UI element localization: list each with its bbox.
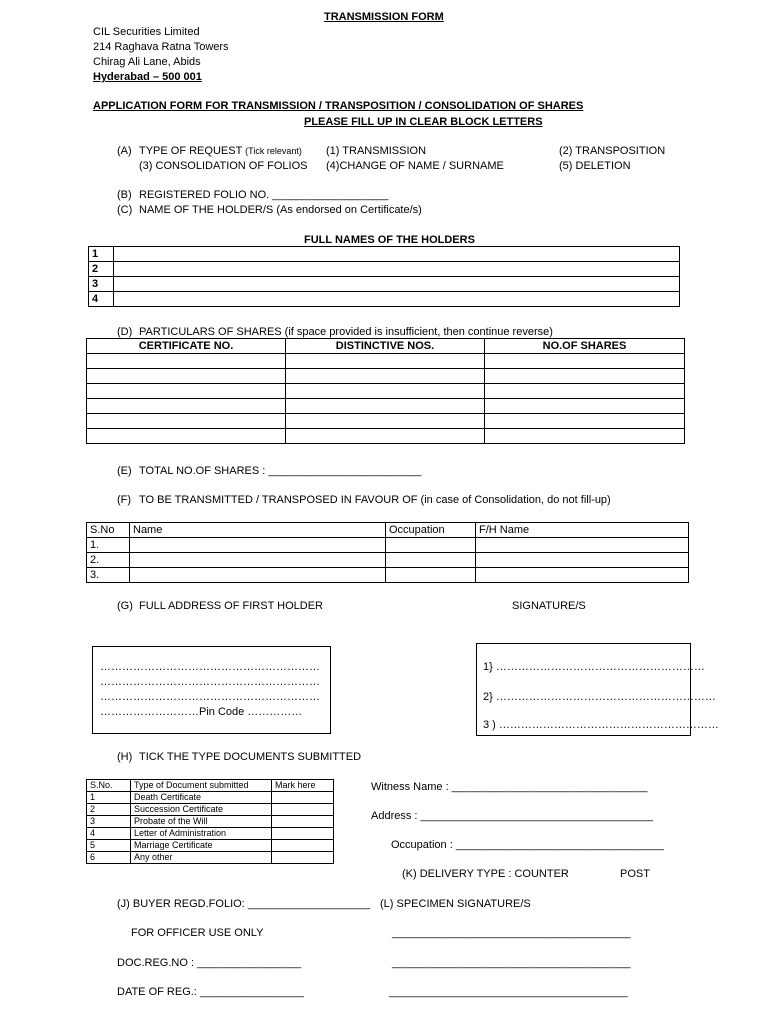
mark-cell[interactable] bbox=[272, 804, 334, 816]
option-consolidation[interactable]: (3) CONSOLIDATION OF FOLIOS bbox=[139, 160, 308, 172]
table-row bbox=[87, 538, 689, 553]
holder-row-number: 1 bbox=[89, 247, 114, 262]
signature-line[interactable]: 2} …………………………………………………… bbox=[483, 691, 716, 703]
specimen-signature-line[interactable]: _______________________________________ bbox=[389, 986, 628, 998]
cell[interactable] bbox=[476, 553, 689, 568]
table-row bbox=[87, 414, 685, 429]
request-type-text: TYPE OF REQUEST bbox=[139, 145, 243, 157]
col-certificate-no: CERTIFICATE NO. bbox=[87, 339, 286, 354]
cell[interactable] bbox=[485, 399, 685, 414]
specimen-signature-heading: (L) SPECIMEN SIGNATURE/S bbox=[380, 898, 531, 910]
cell[interactable] bbox=[286, 429, 485, 444]
section-h-label: (H) bbox=[117, 751, 133, 763]
doc-number: 6 bbox=[87, 852, 131, 864]
col-distinctive-nos: DISTINCTIVE NOS. bbox=[286, 339, 485, 354]
table-row bbox=[87, 804, 334, 816]
doc-number: 2 bbox=[87, 804, 131, 816]
table-row bbox=[89, 277, 680, 292]
row-number: 1. bbox=[87, 538, 130, 553]
total-shares-field[interactable]: TOTAL NO.OF SHARES : _________________________ bbox=[139, 465, 422, 477]
col-sno: S.No bbox=[87, 523, 130, 538]
table-row bbox=[89, 292, 680, 307]
table-row bbox=[87, 384, 685, 399]
table-row bbox=[87, 828, 334, 840]
cell[interactable] bbox=[386, 538, 476, 553]
table-row bbox=[87, 354, 685, 369]
cell[interactable] bbox=[130, 553, 386, 568]
cell[interactable] bbox=[286, 354, 485, 369]
doc-type: Succession Certificate bbox=[131, 804, 272, 816]
holder-name-cell[interactable] bbox=[114, 247, 680, 262]
company-city: Hyderabad – 500 001 bbox=[93, 71, 202, 83]
table-header-row bbox=[87, 780, 334, 792]
cell[interactable] bbox=[87, 414, 286, 429]
cell[interactable] bbox=[485, 369, 685, 384]
table-row bbox=[87, 429, 685, 444]
registered-folio-field[interactable]: REGISTERED FOLIO NO. ___________________ bbox=[139, 189, 389, 201]
cell[interactable] bbox=[87, 384, 286, 399]
address-heading: FULL ADDRESS OF FIRST HOLDER bbox=[139, 600, 323, 612]
specimen-signature-line[interactable]: _______________________________________ bbox=[392, 927, 631, 939]
table-row bbox=[87, 369, 685, 384]
option-change-of-name[interactable]: (4)CHANGE OF NAME / SURNAME bbox=[326, 160, 504, 172]
section-f-label: (F) bbox=[117, 494, 132, 506]
option-deletion[interactable]: (5) DELETION bbox=[559, 160, 631, 172]
buyer-folio-field[interactable]: (J) BUYER REGD.FOLIO: ____________________ bbox=[117, 898, 371, 910]
doc-type: Any other bbox=[131, 852, 272, 864]
table-row bbox=[89, 247, 680, 262]
section-g-label: (G) bbox=[117, 600, 133, 612]
transferee-table bbox=[86, 522, 689, 583]
holder-name-cell[interactable] bbox=[114, 292, 680, 307]
row-number: 3. bbox=[87, 568, 130, 583]
cell[interactable] bbox=[130, 568, 386, 583]
cell[interactable] bbox=[87, 429, 286, 444]
company-name: CIL Securities Limited bbox=[93, 26, 200, 38]
section-d-label: (D) bbox=[117, 326, 133, 338]
doc-number: 4 bbox=[87, 828, 131, 840]
pin-code-line[interactable]: ………………………Pin Code …………… bbox=[100, 706, 303, 718]
mark-cell[interactable] bbox=[272, 792, 334, 804]
cell[interactable] bbox=[386, 568, 476, 583]
signature-line[interactable]: 3 ) …………………………………………………… bbox=[483, 719, 719, 731]
doc-number: 5 bbox=[87, 840, 131, 852]
application-subtitle: PLEASE FILL UP IN CLEAR BLOCK LETTERS bbox=[304, 116, 543, 128]
cell[interactable] bbox=[87, 354, 286, 369]
cell[interactable] bbox=[286, 399, 485, 414]
cell[interactable] bbox=[476, 568, 689, 583]
col-document-type: Type of Document submitted bbox=[131, 780, 272, 792]
cell[interactable] bbox=[485, 384, 685, 399]
signature-heading: SIGNATURE/S bbox=[512, 600, 586, 612]
doc-type: Death Certificate bbox=[131, 792, 272, 804]
cell[interactable] bbox=[386, 553, 476, 568]
cell[interactable] bbox=[485, 354, 685, 369]
col-no-of-shares: NO.OF SHARES bbox=[485, 339, 685, 354]
holder-name-heading: NAME OF THE HOLDER/S (As endorsed on Certificate/s) bbox=[139, 204, 422, 216]
section-a-label: (A) bbox=[117, 145, 132, 157]
doc-type: Letter of Administration bbox=[131, 828, 272, 840]
table-row bbox=[87, 568, 689, 583]
section-b-label: (B) bbox=[117, 189, 132, 201]
witness-occupation-field[interactable]: Occupation : __________________________________ bbox=[391, 839, 664, 851]
address-line[interactable]: …………………………………………………… bbox=[100, 676, 320, 688]
application-title: APPLICATION FORM FOR TRANSMISSION / TRANSPOSITION / CONSOLIDATION OF SHARES bbox=[93, 100, 584, 112]
doc-number: 1 bbox=[87, 792, 131, 804]
transmit-heading: TO BE TRANSMITTED / TRANSPOSED IN FAVOUR OF (in case of Consolidation, do not fill-up) bbox=[139, 494, 611, 506]
mark-cell[interactable] bbox=[272, 840, 334, 852]
particulars-heading: PARTICULARS OF SHARES (if space provided is insufficient, then continue reverse) bbox=[139, 326, 553, 338]
company-address-line2: Chirag Ali Lane, Abids bbox=[93, 56, 201, 68]
doc-number: 3 bbox=[87, 816, 131, 828]
section-e-label: (E) bbox=[117, 465, 132, 477]
request-type-heading bbox=[139, 145, 302, 158]
cell[interactable] bbox=[286, 369, 485, 384]
address-line[interactable]: …………………………………………………… bbox=[100, 691, 320, 703]
holder-name-cell[interactable] bbox=[114, 277, 680, 292]
holder-row-number: 4 bbox=[89, 292, 114, 307]
cell[interactable] bbox=[476, 538, 689, 553]
col-mark-here: Mark here bbox=[272, 780, 334, 792]
documents-heading: TICK THE TYPE DOCUMENTS SUBMITTED bbox=[139, 751, 362, 763]
table-row bbox=[87, 852, 334, 864]
specimen-signature-line[interactable]: _______________________________________ bbox=[392, 957, 631, 969]
table-header-row bbox=[87, 523, 689, 538]
table-row bbox=[87, 816, 334, 828]
tick-note: (Tick relevant) bbox=[245, 146, 302, 156]
cell[interactable] bbox=[485, 414, 685, 429]
delivery-type-counter[interactable]: (K) DELIVERY TYPE : COUNTER bbox=[402, 868, 569, 880]
shares-table bbox=[86, 338, 685, 444]
table-row bbox=[87, 840, 334, 852]
section-c-label: (C) bbox=[117, 204, 133, 216]
table-row bbox=[87, 553, 689, 568]
cell[interactable] bbox=[87, 369, 286, 384]
witness-name-field[interactable]: Witness Name : ________________________________ bbox=[371, 781, 648, 793]
address-line[interactable]: …………………………………………………… bbox=[100, 661, 320, 673]
cell[interactable] bbox=[130, 538, 386, 553]
doc-reg-field[interactable]: DOC.REG.NO : _________________ bbox=[117, 957, 302, 969]
address-box[interactable] bbox=[92, 646, 331, 734]
table-header-row bbox=[87, 339, 685, 354]
mark-cell[interactable] bbox=[272, 852, 334, 864]
holders-heading: FULL NAMES OF THE HOLDERS bbox=[304, 234, 475, 246]
company-address-line1: 214 Raghava Ratna Towers bbox=[93, 41, 229, 53]
form-title: TRANSMISSION FORM bbox=[324, 11, 444, 23]
doc-type: Marriage Certificate bbox=[131, 840, 272, 852]
witness-address-field[interactable]: Address : ______________________________________ bbox=[371, 810, 653, 822]
col-occupation: Occupation bbox=[386, 523, 476, 538]
cell[interactable] bbox=[485, 429, 685, 444]
cell[interactable] bbox=[87, 399, 286, 414]
mark-cell[interactable] bbox=[272, 828, 334, 840]
option-transposition[interactable]: (2) TRANSPOSITION bbox=[559, 145, 666, 157]
table-row bbox=[87, 399, 685, 414]
date-reg-field[interactable]: DATE OF REG.: _________________ bbox=[117, 986, 304, 998]
col-name: Name bbox=[130, 523, 386, 538]
cell[interactable] bbox=[286, 414, 485, 429]
col-sno: S.No. bbox=[87, 780, 131, 792]
table-row bbox=[87, 792, 334, 804]
delivery-type-post[interactable]: POST bbox=[620, 868, 650, 880]
cell[interactable] bbox=[286, 384, 485, 399]
holder-row-number: 2 bbox=[89, 262, 114, 277]
col-fh-name: F/H Name bbox=[476, 523, 689, 538]
holder-row-number: 3 bbox=[89, 277, 114, 292]
signature-line[interactable]: 1} ………………………………………………… bbox=[483, 661, 705, 673]
table-row bbox=[89, 262, 680, 277]
doc-type: Probate of the Will bbox=[131, 816, 272, 828]
holders-table bbox=[88, 246, 680, 307]
holder-name-cell[interactable] bbox=[114, 262, 680, 277]
option-transmission[interactable]: (1) TRANSMISSION bbox=[326, 145, 427, 157]
officer-use-heading: FOR OFFICER USE ONLY bbox=[131, 927, 264, 939]
documents-table bbox=[86, 779, 334, 864]
row-number: 2. bbox=[87, 553, 130, 568]
mark-cell[interactable] bbox=[272, 816, 334, 828]
